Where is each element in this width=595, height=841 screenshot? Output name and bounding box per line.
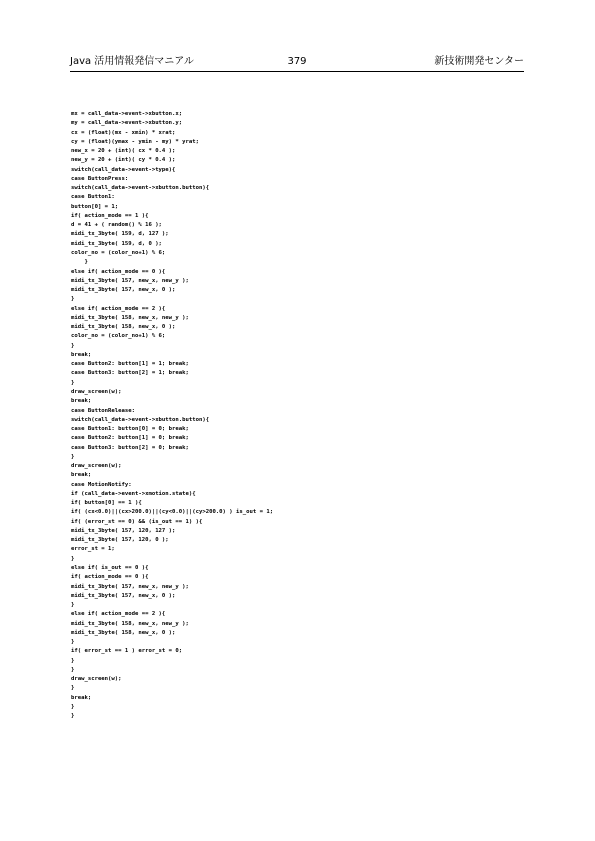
code-line: draw_screen(w); [71,388,122,395]
code-line: } [71,259,88,266]
code-line: case Button2: button[1] = 0; break; [71,435,189,442]
header-document-title: Java 活用情報発信マニアル [70,56,194,67]
code-line: midi_tx_3byte( 158, new_x, new_y ); [71,620,189,627]
code-line: midi_tx_3byte( 159, d, 127 ); [71,231,169,238]
code-line: case Button3: button[2] = 1; break; [71,370,189,377]
code-line: } [71,685,75,692]
code-line: cy = (float)(ymax - ymin - my) * yrat; [71,138,199,145]
code-listing [71,110,273,722]
code-line: if( (error_st == 0) && (is_out == 1) ){ [71,518,203,525]
code-line: else if( is_out == 0 ){ [71,565,149,572]
code-line: } [71,666,75,673]
code-line: break; [71,694,92,701]
code-line: break; [71,351,92,358]
code-line: button[0] = 1; [71,203,119,210]
code-line: draw_screen(w); [71,463,122,470]
code-line: switch(call_data->event->xbutton.button){ [71,416,210,423]
header-organization: 新技術開発センター [434,56,524,67]
code-line: case Button1: [71,194,115,201]
code-line: midi_tx_3byte( 157, new_x, 0 ); [71,287,176,294]
code-line: switch(call_data->event->type){ [71,166,176,173]
code-line: break; [71,398,92,405]
code-line: } [71,555,75,562]
code-line: if( (cx<0.0)||(cx>200.0)||(cy<0.0)||(cy>200.0) ) is_out = 1; [71,509,274,516]
code-line: my = call_data->event->xbutton.y; [71,120,183,127]
code-line: midi_tx_3byte( 157, new_x, new_y ); [71,277,189,284]
code-line: } [71,379,75,386]
code-line: if( error_st == 1 ) error_st = 0; [71,648,183,655]
code-line: case Button3: button[2] = 0; break; [71,444,189,451]
code-line: } [71,602,75,609]
page-header [70,55,524,72]
code-line: case ButtonPress: [71,175,129,182]
code-line: } [71,704,75,710]
code-line: d = 41 + ( random() % 16 ); [71,222,162,229]
code-line: } [71,453,75,460]
code-line: else if( action_mode == 0 ){ [71,268,166,275]
code-line: midi_tx_3byte( 158, new_x, 0 ); [71,324,176,331]
code-line: midi_tx_3byte( 158, new_x, 0 ); [71,629,176,636]
code-line: midi_tx_3byte( 157, 120, 0 ); [71,537,169,544]
code-line: else if( action_mode == 2 ){ [71,611,166,618]
page-number: 379 [287,56,307,67]
code-line: case Button2: button[1] = 1; break; [71,361,189,368]
code-line: case Button1: button[0] = 0; break; [71,426,189,433]
code-line: midi_tx_3byte( 157, new_x, new_y ); [71,583,189,590]
code-line: mx = call_data->event->xbutton.x; [71,111,183,117]
code-line: case MotionNotify: [71,481,132,488]
code-line: if( action_mode == 0 ){ [71,574,149,581]
code-line: color_no = (color_no+1) % 6; [71,333,166,340]
code-line: } [71,639,75,646]
code-line: midi_tx_3byte( 159, d, 0 ); [71,240,162,247]
code-line: if (call_data->event->xmotion.state){ [71,490,196,497]
code-line: new_x = 20 + (int)( cx * 0.4 ); [71,148,176,155]
code-line: } [71,296,75,303]
code-line: if( action_mode == 1 ){ [71,212,149,219]
code-line: if( button[0] == 1 ){ [71,500,142,507]
code-line: midi_tx_3byte( 157, new_x, 0 ); [71,592,176,599]
code-line: cx = (float)(mx - xmin) * xrat; [71,129,176,136]
code-line: midi_tx_3byte( 158, new_x, new_y ); [71,314,189,321]
code-line: } [71,713,75,720]
code-line: } [71,657,75,664]
code-line: color_no = (color_no+1) % 6; [71,249,166,256]
code-line: new_y = 20 + (int)( cy * 0.4 ); [71,157,176,164]
code-line: draw_screen(w); [71,676,122,683]
code-line: switch(call_data->event->xbutton.button){ [71,185,210,192]
code-line: else if( action_mode == 2 ){ [71,305,166,312]
code-line: break; [71,472,92,479]
code-line: error_st = 1; [71,546,115,553]
code-line: } [71,342,75,349]
code-line: midi_tx_3byte( 157, 120, 127 ); [71,527,176,534]
code-line: case ButtonRelease: [71,407,135,414]
